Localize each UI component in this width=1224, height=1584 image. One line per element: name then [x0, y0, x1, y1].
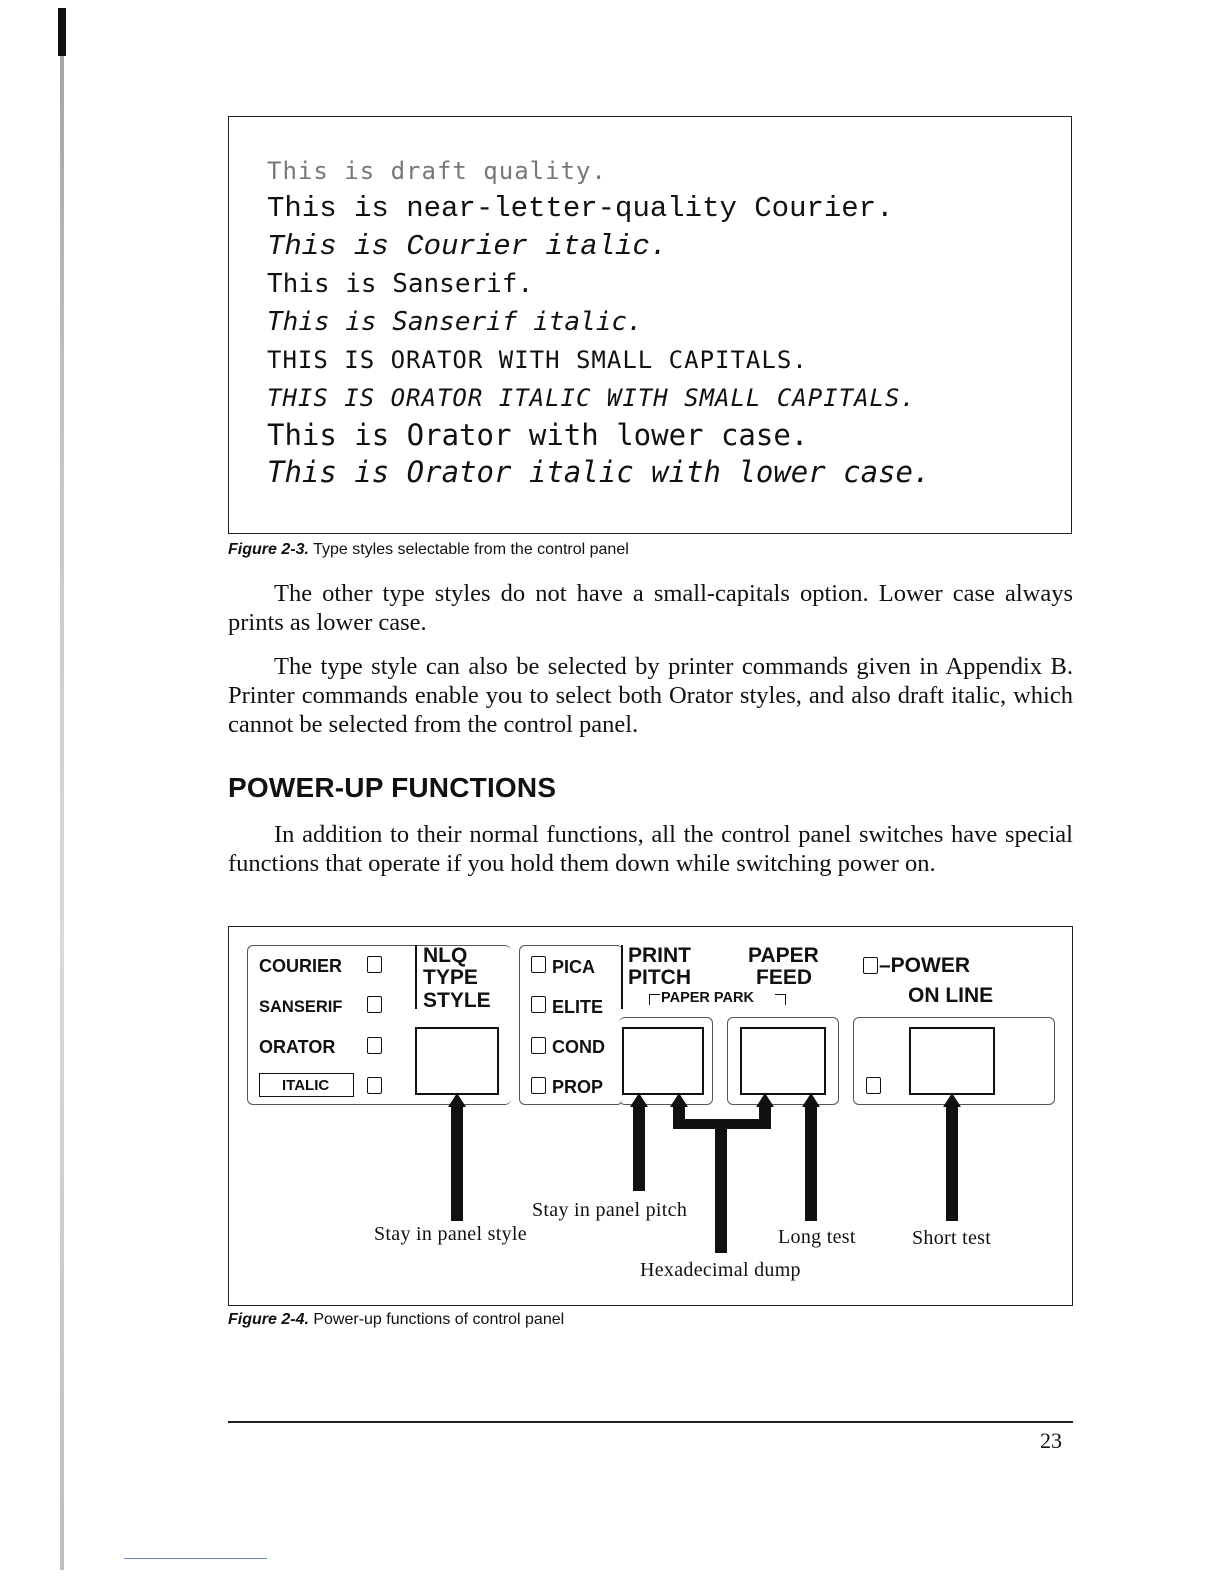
style-arrowhead [448, 1093, 466, 1107]
figure-2-4-caption-label: Figure 2-4. [228, 1311, 309, 1328]
label-power: –POWER [879, 954, 971, 977]
label-sanserif: SANSERIF [259, 998, 343, 1016]
long-test-pointer-bar [805, 1105, 817, 1221]
nlq-divider [415, 945, 417, 1009]
elite-led [531, 996, 546, 1013]
type-style-key[interactable] [415, 1027, 499, 1095]
page-number: 23 [1040, 1428, 1062, 1453]
label-type: TYPE [423, 966, 478, 989]
figure-2-3-caption-label: Figure 2-3. [228, 541, 309, 558]
label-on-line: ON LINE [908, 984, 994, 1007]
hex-left-arrowhead [670, 1093, 688, 1107]
label-stay-in-panel-pitch: Stay in panel pitch [532, 1199, 688, 1221]
sample-orator-italic-lower: This is Orator italic with lower case. [267, 455, 931, 489]
paper-feed-key[interactable] [740, 1027, 826, 1095]
footer-rule [228, 1421, 1073, 1423]
label-paper-park: PAPER PARK [661, 990, 754, 1006]
pitch-divider [621, 945, 623, 1009]
figure-2-4-caption-text: Power-up functions of control panel [308, 1311, 565, 1328]
label-paper: PAPER [748, 944, 819, 967]
power-led [863, 957, 878, 974]
paper-park-bracket-left [649, 994, 660, 1005]
paragraph-small-caps: The other type styles do not have a small-capitals option. Lower case always prints as lower case. [228, 580, 1073, 636]
paragraph-power-up: In addition to their normal functions, all the control panel switches have special functions that operate if you hold them down while switching power on. [228, 821, 1073, 877]
sanserif-led [367, 996, 382, 1013]
pitch-pointer-bar [633, 1105, 645, 1191]
short-test-arrowhead [943, 1093, 961, 1107]
figure-2-4-caption [228, 1311, 564, 1329]
print-pitch-key[interactable] [622, 1027, 704, 1095]
label-courier: COURIER [259, 956, 343, 976]
sample-sanserif: This is Sanserif. [267, 269, 534, 299]
label-feed: FEED [756, 966, 813, 989]
style-pointer-bar [451, 1105, 463, 1221]
sample-draft: This is draft quality. [267, 157, 607, 185]
orator-led [367, 1037, 382, 1054]
label-short-test: Short test [912, 1227, 992, 1249]
label-cond: COND [552, 1037, 605, 1057]
hex-pointer-bar [715, 1119, 727, 1253]
footer-mark [124, 1558, 267, 1559]
label-nlq: NLQ [423, 944, 468, 967]
page-binding-edge [60, 10, 64, 1570]
italic-led [367, 1077, 382, 1094]
label-prop: PROP [552, 1077, 604, 1097]
label-hexadecimal-dump: Hexadecimal dump [640, 1259, 801, 1281]
on-line-key[interactable] [909, 1027, 995, 1095]
sample-courier-italic: This is Courier italic. [267, 230, 668, 263]
sample-nlq-courier: This is near-letter-quality Courier. [267, 192, 894, 225]
on-line-led [866, 1077, 881, 1094]
sample-orator-small-caps: THIS IS ORATOR WITH SMALL CAPITALS. [267, 346, 808, 374]
pitch-arrowhead [630, 1093, 648, 1107]
label-pitch: PITCH [628, 966, 691, 989]
section-heading: POWER-UP FUNCTIONS [228, 772, 557, 803]
paper-park-bracket-right [775, 994, 786, 1005]
courier-led [367, 956, 382, 973]
cond-led [531, 1037, 546, 1054]
sample-sanserif-italic: This is Sanserif italic. [267, 307, 643, 337]
label-pica: PICA [552, 957, 596, 977]
long-test-arrowhead [802, 1093, 820, 1107]
label-italic: ITALIC [282, 1077, 330, 1094]
hex-right-arrowhead [756, 1093, 774, 1107]
figure-2-3-caption [228, 541, 629, 559]
label-elite: ELITE [552, 997, 604, 1017]
label-stay-in-panel-style: Stay in panel style [374, 1223, 527, 1245]
prop-led [531, 1077, 546, 1094]
label-style: STYLE [423, 989, 491, 1012]
sample-orator-italic-small-caps: THIS IS ORATOR ITALIC WITH SMALL CAPITALS. [267, 384, 916, 412]
binding-mark [58, 8, 66, 56]
label-print: PRINT [628, 944, 691, 967]
label-orator: ORATOR [259, 1037, 336, 1057]
short-test-pointer-bar [946, 1105, 958, 1221]
figure-2-3-box [228, 116, 1072, 534]
figure-2-3-caption-text: Type styles selectable from the control panel [308, 541, 629, 558]
label-long-test: Long test [778, 1226, 856, 1248]
sample-orator-lower: This is Orator with lower case. [267, 418, 809, 452]
pica-led [531, 956, 546, 973]
paragraph-printer-commands: The type style can also be selected by printer commands given in Appendix B. Printer commands enable you to select both Orator styles, and also draft italic, which cannot be selected from the control panel. [228, 653, 1073, 738]
figure-2-4-box [228, 926, 1073, 1306]
